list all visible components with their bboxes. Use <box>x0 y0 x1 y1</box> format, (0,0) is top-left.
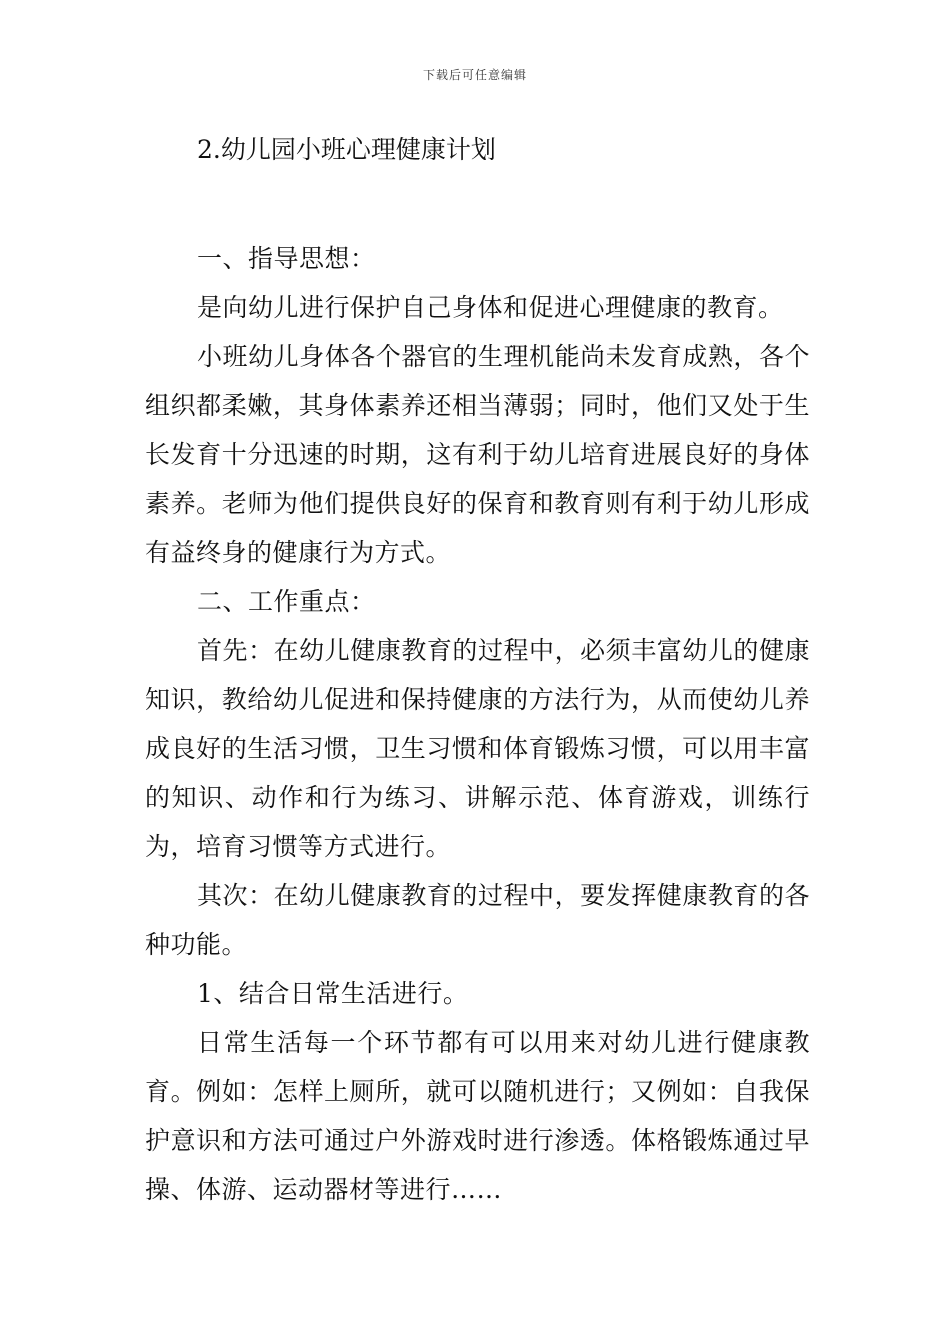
paragraph: 日常生活每一个环节都有可以用来对幼儿进行健康教育。例如：怎样上厕所，就可以随机进行；又例如：自我保护意识和方法可通过户外游戏时进行渗透。体格锻炼通过早操、体游、运动器材等进行…… <box>145 1028 810 1204</box>
header-note: 下载后可任意编辑 <box>422 68 527 82</box>
paragraph: 首先：在幼儿健康教育的过程中，必须丰富幼儿的健康知识，教给幼儿促进和保持健康的方法行为，从而使幼儿养成良好的生活习惯，卫生习惯和体育锻炼习惯，可以用丰富的知识、动作和行为练习、讲解示范、体育游戏，训练行为，培育习惯等方式进行。 <box>145 636 810 861</box>
paragraph: 是向幼儿进行保护自己身体和促进心理健康的教育。 <box>197 293 784 322</box>
section-heading-work-focus: 二、工作重点： <box>197 587 376 616</box>
section-heading-guiding-thought: 一、指导思想： <box>197 244 376 273</box>
document-title: 2.幼儿园小班心理健康计划 <box>197 135 496 164</box>
document-body <box>145 130 810 1214</box>
paragraph: 小班幼儿身体各个器官的生理机能尚未发育成熟，各个组织都柔嫩，其身体素养还相当薄弱；同时，他们又处于生长发育十分迅速的时期，这有利于幼儿培育进展良好的身体素养。老师为他们提供良好的保育和教育则有利于幼儿形成有益终身的健康行为方式。 <box>145 342 810 567</box>
list-item-heading: 1、结合日常生活进行。 <box>197 979 469 1008</box>
paragraph: 其次：在幼儿健康教育的过程中，要发挥健康教育的各种功能。 <box>145 881 810 959</box>
